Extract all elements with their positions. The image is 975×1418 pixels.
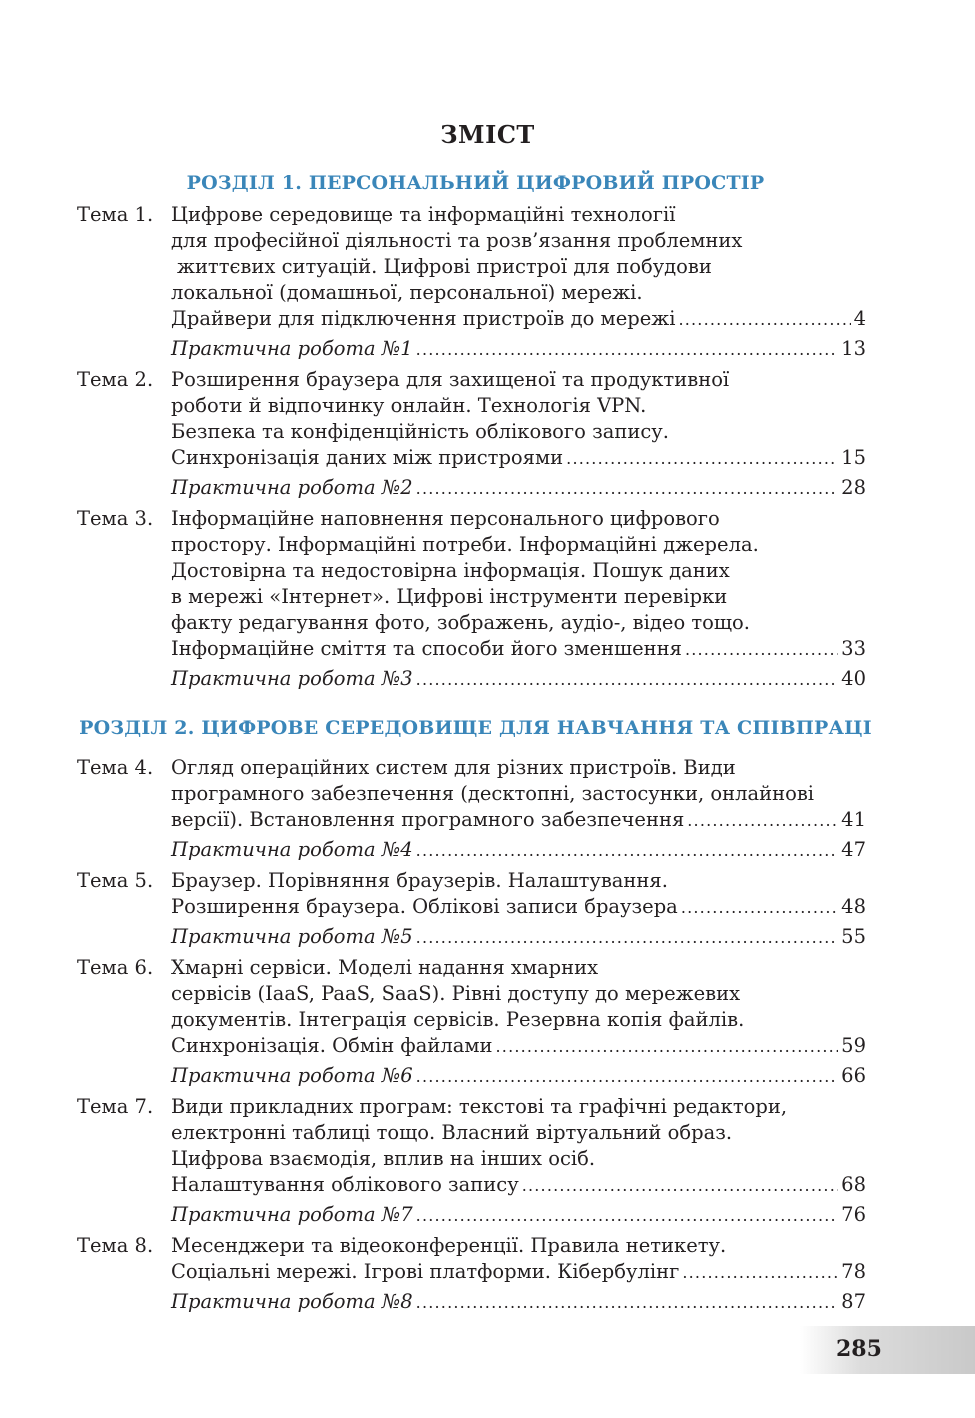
toc-entry[interactable]: [171, 306, 866, 332]
entry-text: Драйвери для підключення пристроїв до мережі: [171, 307, 676, 330]
page-number: 285: [836, 1336, 882, 1362]
practical-title: Практична робота №2: [171, 476, 413, 499]
toc-practical-entry[interactable]: [171, 1289, 866, 1315]
practical-page-number: 76: [841, 1203, 866, 1226]
topic-line: Інформаційне наповнення персонального цифрового: [171, 507, 720, 530]
entry-text: Соціальні мережі. Ігрові платформи. Кібербулінг: [171, 1260, 680, 1283]
topic-line: в мережі «Інтернет». Цифрові інструменти перевірки: [171, 585, 728, 608]
dot-leader: [416, 925, 839, 951]
topic-line: електронні таблиці тощо. Власний віртуальний образ.: [171, 1121, 733, 1144]
practical-title: Практична робота №3: [171, 667, 413, 690]
topic-label: Тема 4.: [77, 756, 154, 779]
entry-text: Налаштування облікового запису: [171, 1173, 519, 1196]
topic-line: для професійної діяльності та розв’язання проблемних: [171, 229, 743, 252]
practical-title: Практична робота №7: [171, 1203, 413, 1226]
topic-label: Тема 5.: [77, 869, 154, 892]
toc-practical-entry[interactable]: [171, 924, 866, 950]
entry-text: Синхронізація. Обмін файлами: [171, 1034, 493, 1057]
entry-text: Інформаційне сміття та способи його зменшення: [171, 637, 682, 660]
toc-practical-entry[interactable]: [171, 666, 866, 692]
section-heading-1: РОЗДІЛ 1. ПЕРСОНАЛЬНИЙ ЦИФРОВИЙ ПРОСТІР: [186, 172, 765, 194]
topic-line: простору. Інформаційні потреби. Інформаційні джерела.: [171, 533, 759, 556]
dot-leader: [687, 808, 838, 834]
topic-line: Огляд операційних систем для різних пристроїв. Види: [171, 756, 736, 779]
topic-line: життєвих ситуацій. Цифрові пристрої для побудови: [177, 255, 712, 278]
entry-page-number: 68: [841, 1173, 866, 1196]
entry-page-number: 48: [841, 895, 866, 918]
toc-entry[interactable]: [171, 894, 866, 920]
practical-title: Практична робота №5: [171, 925, 413, 948]
topic-line: Месенджери та відеоконференції. Правила нетикету.: [171, 1234, 727, 1257]
topic-label: Тема 7.: [77, 1095, 154, 1118]
entry-page-number: 15: [841, 446, 866, 469]
toc-entry[interactable]: [171, 807, 866, 833]
practical-page-number: 28: [841, 476, 866, 499]
topic-line: роботи й відпочинку онлайн. Технологія VPN.: [171, 394, 647, 417]
practical-page-number: 66: [841, 1064, 866, 1087]
toc-entry[interactable]: [171, 1172, 866, 1198]
dot-leader: [681, 895, 838, 921]
dot-leader: [566, 446, 838, 472]
practical-page-number: 87: [841, 1290, 866, 1313]
section-heading-2: РОЗДІЛ 2. ЦИФРОВЕ СЕРЕДОВИЩЕ ДЛЯ НАВЧАННЯ ТА СПІВПРАЦІ: [79, 717, 872, 739]
dot-leader: [678, 307, 850, 333]
dot-leader: [685, 637, 838, 663]
toc-entry[interactable]: [171, 636, 866, 662]
practical-page-number: 40: [841, 667, 866, 690]
dot-leader: [522, 1173, 838, 1199]
toc-practical-entry[interactable]: [171, 1202, 866, 1228]
toc-practical-entry[interactable]: [171, 475, 866, 501]
page-title: ЗМІСТ: [440, 120, 535, 149]
entry-text: Синхронізація даних між пристроями: [171, 446, 564, 469]
practical-title: Практична робота №1: [171, 337, 413, 360]
page-number-tab: [800, 1326, 975, 1374]
dot-leader: [416, 337, 839, 363]
toc-practical-entry[interactable]: [171, 336, 866, 362]
topic-line: Достовірна та недостовірна інформація. Пошук даних: [171, 559, 730, 582]
dot-leader: [416, 838, 839, 864]
entry-text: версії). Встановлення програмного забезпечення: [171, 808, 685, 831]
topic-label: Тема 1.: [77, 203, 154, 226]
entry-page-number: 4: [853, 307, 866, 330]
toc-entry[interactable]: [171, 1259, 866, 1285]
topic-line: Розширення браузера для захищеної та продуктивної: [171, 368, 730, 391]
entry-page-number: 59: [841, 1034, 866, 1057]
dot-leader: [682, 1260, 838, 1286]
topic-line: документів. Інтеграція сервісів. Резервна копія файлів.: [171, 1008, 745, 1031]
entry-page-number: 41: [841, 808, 866, 831]
entry-page-number: 33: [841, 637, 866, 660]
practical-page-number: 47: [841, 838, 866, 861]
topic-line: сервісів (IaaS, PaaS, SaaS). Рівні доступу до мережевих: [171, 982, 741, 1005]
entry-text: Розширення браузера. Облікові записи браузера: [171, 895, 678, 918]
topic-label: Тема 3.: [77, 507, 154, 530]
topic-line: локальної (домашньої, персональної) мережі.: [171, 281, 643, 304]
dot-leader: [496, 1034, 839, 1060]
dot-leader: [416, 476, 839, 502]
topic-label: Тема 2.: [77, 368, 154, 391]
topic-line: Цифрове середовище та інформаційні технології: [171, 203, 676, 226]
topic-line: програмного забезпечення (десктопні, застосунки, онлайнові: [171, 782, 815, 805]
practical-page-number: 55: [841, 925, 866, 948]
dot-leader: [416, 667, 839, 693]
dot-leader: [416, 1064, 839, 1090]
topic-label: Тема 8.: [77, 1234, 154, 1257]
practical-page-number: 13: [841, 337, 866, 360]
practical-title: Практична робота №8: [171, 1290, 413, 1313]
topic-line: Види прикладних програм: текстові та графічні редактори,: [171, 1095, 788, 1118]
toc-practical-entry[interactable]: [171, 1063, 866, 1089]
toc-entry[interactable]: [171, 445, 866, 471]
dot-leader: [416, 1290, 839, 1316]
topic-label: Тема 6.: [77, 956, 154, 979]
topic-line: Безпека та конфіденційність облікового запису.: [171, 420, 669, 443]
topic-line: факту редагування фото, зображень, аудіо-, відео тощо.: [171, 611, 750, 634]
practical-title: Практична робота №6: [171, 1064, 413, 1087]
topic-line: Хмарні сервіси. Моделі надання хмарних: [171, 956, 599, 979]
toc-entry[interactable]: [171, 1033, 866, 1059]
dot-leader: [416, 1203, 839, 1229]
topic-line: Цифрова взаємодія, вплив на інших осіб.: [171, 1147, 596, 1170]
toc-practical-entry[interactable]: [171, 837, 866, 863]
practical-title: Практична робота №4: [171, 838, 413, 861]
entry-page-number: 78: [841, 1260, 866, 1283]
topic-line: Браузер. Порівняння браузерів. Налаштування.: [171, 869, 668, 892]
